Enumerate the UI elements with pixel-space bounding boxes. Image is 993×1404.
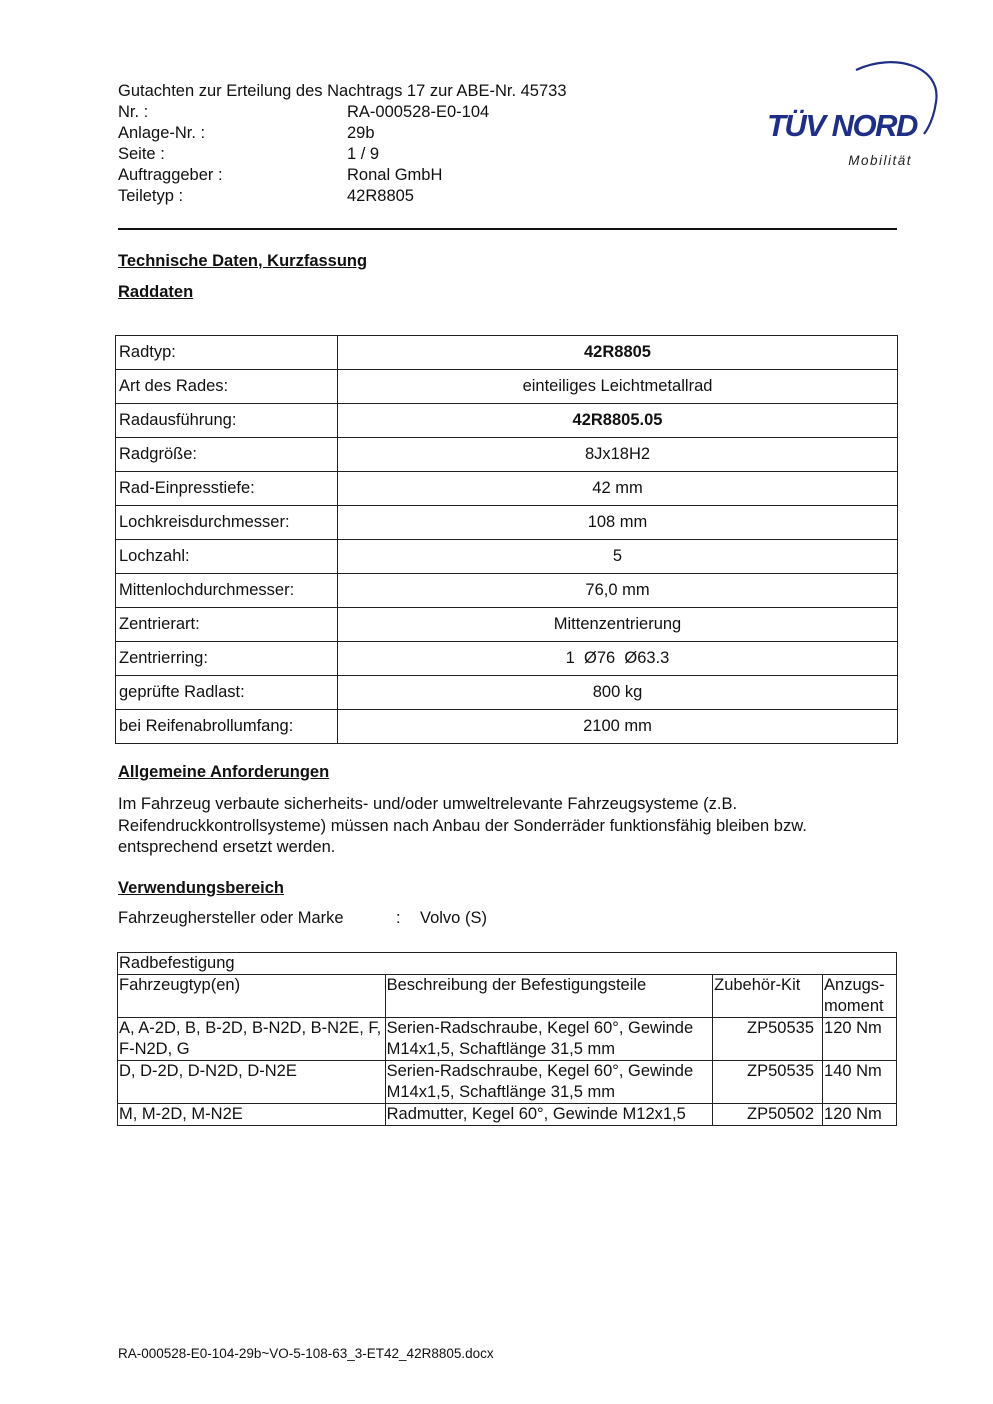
table-row xyxy=(116,404,898,438)
tuv-nord-logo-graphic xyxy=(764,56,942,172)
table-cell: Serien-Radschraube, Kegel 60°, Gewinde M14x1,5, Schaftlänge 31,5 mm xyxy=(385,1018,712,1061)
header-field xyxy=(118,144,567,165)
raddaten-value: 8Jx18H2 xyxy=(338,438,898,472)
raddaten-value: einteiliges Leichtmetallrad xyxy=(338,370,898,404)
raddaten-label: Lochkreisdurchmesser: xyxy=(116,506,338,540)
table-cell: Radmutter, Kegel 60°, Gewinde M12x1,5 xyxy=(385,1104,712,1126)
raddaten-label: Radausführung: xyxy=(116,404,338,438)
section-heading-verwendungsbereich: Verwendungsbereich xyxy=(118,879,284,897)
table-row xyxy=(116,506,898,540)
raddaten-label: Radtyp: xyxy=(116,336,338,370)
table-cell: 120 Nm xyxy=(823,1104,897,1126)
allgemeine-anforderungen-text: Im Fahrzeug verbaute sicherheits- und/oder umweltrelevante Fahrzeugsysteme (z.B. Reifendruckkontrollsysteme) müssen nach Anbau der Sonderräder funktionsfähig bleiben bzw. entsprechend ersetzt werden. xyxy=(118,795,807,856)
radbefestigung-table xyxy=(117,952,897,1126)
table-cell: 140 Nm xyxy=(823,1061,897,1104)
document-header xyxy=(118,81,567,207)
header-field xyxy=(118,123,567,144)
table-row xyxy=(116,540,898,574)
table-row xyxy=(116,472,898,506)
header-field xyxy=(118,186,567,207)
raddaten-value: Mittenzentrierung xyxy=(338,608,898,642)
verwendung-separator: : xyxy=(396,909,401,927)
table-row xyxy=(116,710,898,744)
section-heading-allgemeine-anforderungen: Allgemeine Anforderungen xyxy=(118,763,330,781)
table-row xyxy=(116,642,898,676)
table-row xyxy=(116,438,898,472)
header-field-value: Ronal GmbH xyxy=(347,166,443,184)
radbefestigung-title: Radbefestigung xyxy=(118,953,897,975)
raddaten-value: 108 mm xyxy=(338,506,898,540)
table-header-row xyxy=(118,975,897,1018)
raddaten-table xyxy=(115,335,898,744)
header-field xyxy=(118,102,567,123)
section-heading-technische-daten: Technische Daten, Kurzfassung xyxy=(118,252,368,270)
raddaten-label: geprüfte Radlast: xyxy=(116,676,338,710)
raddaten-value: 800 kg xyxy=(338,676,898,710)
document-title: Gutachten zur Erteilung des Nachtrags 17 zur ABE-Nr. 45733 xyxy=(118,82,567,100)
table-cell: ZP50535 xyxy=(713,1018,823,1061)
raddaten-value: 5 xyxy=(338,540,898,574)
verwendungsbereich-row xyxy=(118,909,487,928)
header-field-value: 1 / 9 xyxy=(347,145,380,163)
header-field-label: Seite : xyxy=(118,145,165,163)
header-field-label: Anlage-Nr. : xyxy=(118,124,206,142)
column-header: Beschreibung der Befestigungsteile xyxy=(385,975,712,1018)
table-cell: M, M-2D, M-N2E xyxy=(118,1104,386,1126)
section-heading-raddaten: Raddaten xyxy=(118,283,194,301)
verwendung-value: Volvo (S) xyxy=(420,909,487,927)
header-field-value: 29b xyxy=(347,124,375,142)
footer-filename: RA-000528-E0-104-29b~VO-5-108-63_3-ET42_42R8805.docx xyxy=(118,1346,494,1361)
table-title-row xyxy=(118,953,897,975)
column-header: Anzugs-moment xyxy=(823,975,897,1018)
table-cell: D, D-2D, D-N2D, D-N2E xyxy=(118,1061,386,1104)
header-divider xyxy=(118,228,897,230)
table-cell: Serien-Radschraube, Kegel 60°, Gewinde M14x1,5, Schaftlänge 31,5 mm xyxy=(385,1061,712,1104)
raddaten-label: Lochzahl: xyxy=(116,540,338,574)
raddaten-value: 42R8805 xyxy=(338,336,898,370)
table-cell: ZP50535 xyxy=(713,1061,823,1104)
table-row xyxy=(116,608,898,642)
table-row xyxy=(116,676,898,710)
header-field-value: RA-000528-E0-104 xyxy=(347,103,490,121)
header-field-label: Nr. : xyxy=(118,103,149,121)
raddaten-value: 1 Ø76 Ø63.3 xyxy=(338,642,898,676)
tuv-nord-logo xyxy=(764,56,942,172)
table-cell: ZP50502 xyxy=(713,1104,823,1126)
header-field-value: 42R8805 xyxy=(347,187,414,205)
logo-sub-text: Mobilität xyxy=(848,153,912,168)
verwendung-label: Fahrzeughersteller oder Marke xyxy=(118,909,344,927)
raddaten-value: 76,0 mm xyxy=(338,574,898,608)
logo-brand-text: TÜV NORD xyxy=(767,108,917,143)
raddaten-label: Mittenlochdurchmesser: xyxy=(116,574,338,608)
table-row xyxy=(118,1018,897,1061)
raddaten-value: 42 mm xyxy=(338,472,898,506)
header-field-label: Teiletyp : xyxy=(118,187,184,205)
table-row xyxy=(116,336,898,370)
raddaten-label: Radgröße: xyxy=(116,438,338,472)
table-cell: A, A-2D, B, B-2D, B-N2D, B-N2E, F, F-N2D, G xyxy=(118,1018,386,1061)
header-field xyxy=(118,165,567,186)
table-row xyxy=(118,1104,897,1126)
header-field-label: Auftraggeber : xyxy=(118,166,223,184)
raddaten-label: bei Reifenabrollumfang: xyxy=(116,710,338,744)
table-cell: 120 Nm xyxy=(823,1018,897,1061)
table-row xyxy=(116,574,898,608)
raddaten-label: Rad-Einpresstiefe: xyxy=(116,472,338,506)
column-header: Fahrzeugtyp(en) xyxy=(118,975,386,1018)
table-row xyxy=(118,1061,897,1104)
raddaten-value: 2100 mm xyxy=(338,710,898,744)
table-row xyxy=(116,370,898,404)
raddaten-label: Zentrierart: xyxy=(116,608,338,642)
raddaten-value: 42R8805.05 xyxy=(338,404,898,438)
raddaten-label: Zentrierring: xyxy=(116,642,338,676)
column-header: Zubehör-Kit xyxy=(713,975,823,1018)
raddaten-label: Art des Rades: xyxy=(116,370,338,404)
